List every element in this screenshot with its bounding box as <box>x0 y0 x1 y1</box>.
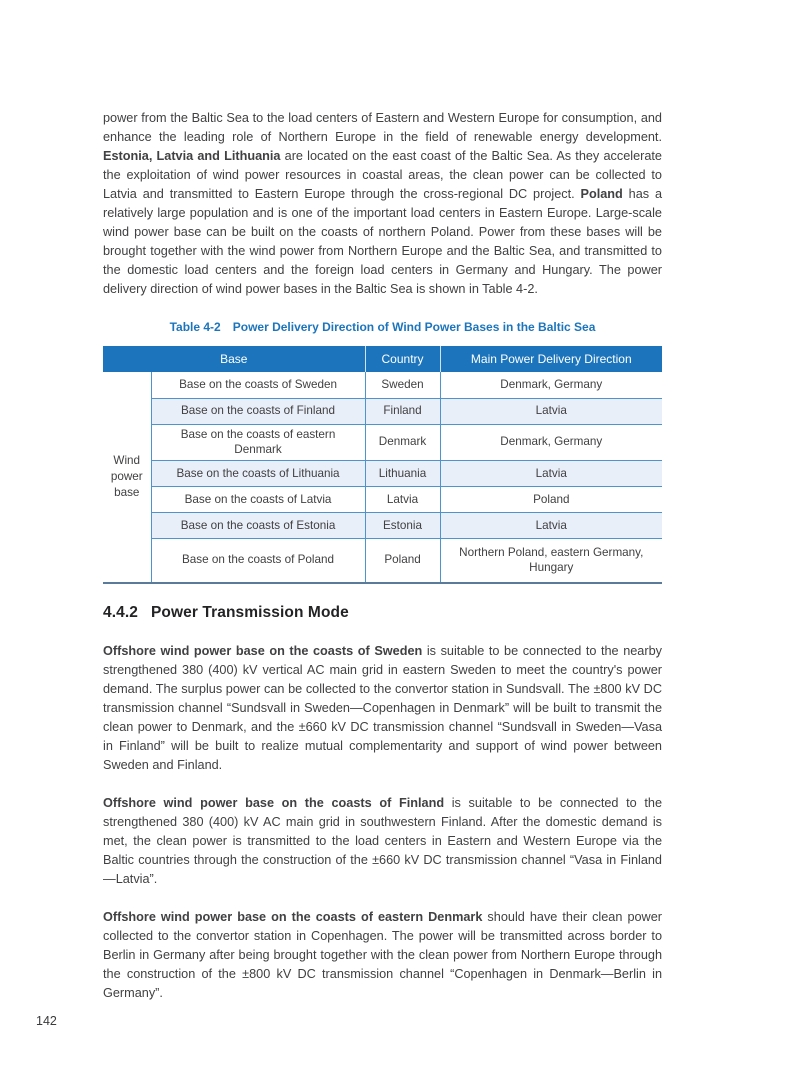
text-run: power from the Baltic Sea to the load centers of Eastern and Western Europe for consumption, and enhance the leading role of Northern Europe in the field of renewable energy development. <box>103 111 662 144</box>
paragraph-finland <box>103 794 662 889</box>
table-caption-label: Table 4-2 <box>169 320 221 334</box>
table-cell-base: Base on the coasts of Finland <box>151 398 365 424</box>
table-cell-base: Base on the coasts of eastern Denmark <box>151 424 365 461</box>
table-cell-base: Base on the coasts of Estonia <box>151 513 365 539</box>
table-row <box>103 513 662 539</box>
bold-text-run: Offshore wind power base on the coasts of eastern Denmark <box>103 909 483 924</box>
table-cell-country: Sweden <box>365 372 440 398</box>
table-cell-base: Base on the coasts of Lithuania <box>151 461 365 487</box>
bold-text-run: Offshore wind power base on the coasts of Sweden <box>103 643 423 658</box>
col-header-base: Base <box>103 346 365 372</box>
table-cell-country: Estonia <box>365 513 440 539</box>
table-row <box>103 424 662 461</box>
table-cell-base: Base on the coasts of Latvia <box>151 487 365 513</box>
text-run: is suitable to be connected to the strengthened 380 (400) kV AC main grid in southwestern Finland. After the domestic demand is met, the clean power is transmitted to the load centers in Eastern and Western Europe via the Baltic countries through the construction of the ±660 kV DC transmission channel “Vasa in Finland—Latvia”. <box>103 795 662 886</box>
table-header-row <box>103 346 662 372</box>
text-run: has a relatively large population and is one of the important load centers in Eastern Europe. Large-scale wind power base can be built on the coasts of northern Poland. Power from these bases will be brought together with the wind power from Northern Europe and the Baltic Sea, and transmitted to the domestic load centers and the foreign load centers in Germany and Hungary. The power delivery direction of wind power bases in the Baltic Sea is shown in Table 4-2. <box>103 187 663 296</box>
table-cell-country: Poland <box>365 539 440 583</box>
text-run: should have their clean power collected to the convertor station in Copenhagen. The power will be transmitted across border to Berlin in Germany after being brought together with the clean power from Northern Europe through the construction of the ±800 kV DC transmission channel “Copenhagen in Denmark—Berlin in Germany”. <box>103 909 662 1000</box>
section-heading <box>103 604 662 622</box>
text-run: is suitable to be connected to the nearby strengthened 380 (400) kV vertical AC main grid in eastern Sweden to meet the country's power demand. The surplus power can be collected to the convertor station in Sundsvall. The ±800 kV DC transmission channel “Sundsvall in Sweden—Copenhagen in Denmark” will be built to transmit the clean power to Denmark, and the ±660 kV DC transmission channel “Sundsvall in Sweden—Vasa in Finland” will be built to realize mutual complementarity and support of wind power between Sweden and Finland. <box>103 643 662 772</box>
col-header-direction: Main Power Delivery Direction <box>440 346 662 372</box>
bold-text-run: Poland <box>580 187 623 201</box>
table-row <box>103 398 662 424</box>
table-row <box>103 539 662 583</box>
table-cell-base: Base on the coasts of Sweden <box>151 372 365 398</box>
section-title: Power Transmission Mode <box>150 603 349 621</box>
col-header-country: Country <box>365 346 440 372</box>
bold-text-run: Offshore wind power base on the coasts of Finland <box>103 795 445 810</box>
table-cell-direction: Latvia <box>440 513 662 539</box>
page-number: 142 <box>36 1014 57 1028</box>
page-content <box>103 109 662 1022</box>
table-row <box>103 372 662 398</box>
table-cell-direction: Denmark, Germany <box>440 372 662 398</box>
table-cell-direction: Poland <box>440 487 662 513</box>
table-cell-direction: Latvia <box>440 461 662 487</box>
table-cell-country: Finland <box>365 398 440 424</box>
table-cell-base: Base on the coasts of Poland <box>151 539 365 583</box>
bold-text-run: Estonia, Latvia and Lithuania <box>103 149 281 163</box>
paragraph-denmark <box>103 908 662 1003</box>
table-cell-direction: Latvia <box>440 398 662 424</box>
table-caption-title: Power Delivery Direction of Wind Power Bases in the Baltic Sea <box>232 320 596 334</box>
table-cell-direction: Denmark, Germany <box>440 424 662 461</box>
table-row <box>103 487 662 513</box>
row-group-label: Wind power base <box>103 372 151 583</box>
table-cell-country: Latvia <box>365 487 440 513</box>
paragraph-sweden <box>103 642 662 775</box>
table-row <box>103 461 662 487</box>
power-delivery-table <box>103 346 662 584</box>
table-caption <box>103 320 662 334</box>
table-cell-country: Lithuania <box>365 461 440 487</box>
table-body <box>103 372 662 583</box>
table-header <box>103 346 662 372</box>
table-cell-direction: Northern Poland, eastern Germany, Hungary <box>459 545 644 575</box>
section-number: 4.4.2 <box>103 603 138 621</box>
paragraph-intro <box>103 109 662 299</box>
text-run: are located on the east coast of the Baltic Sea. As they accelerate the exploitation of wind power resources in coastal areas, the clean power can be collected to Latvia and transmitted to Eastern Europe through the cross-regional DC project. <box>103 149 662 201</box>
table-cell-country: Denmark <box>365 424 440 461</box>
